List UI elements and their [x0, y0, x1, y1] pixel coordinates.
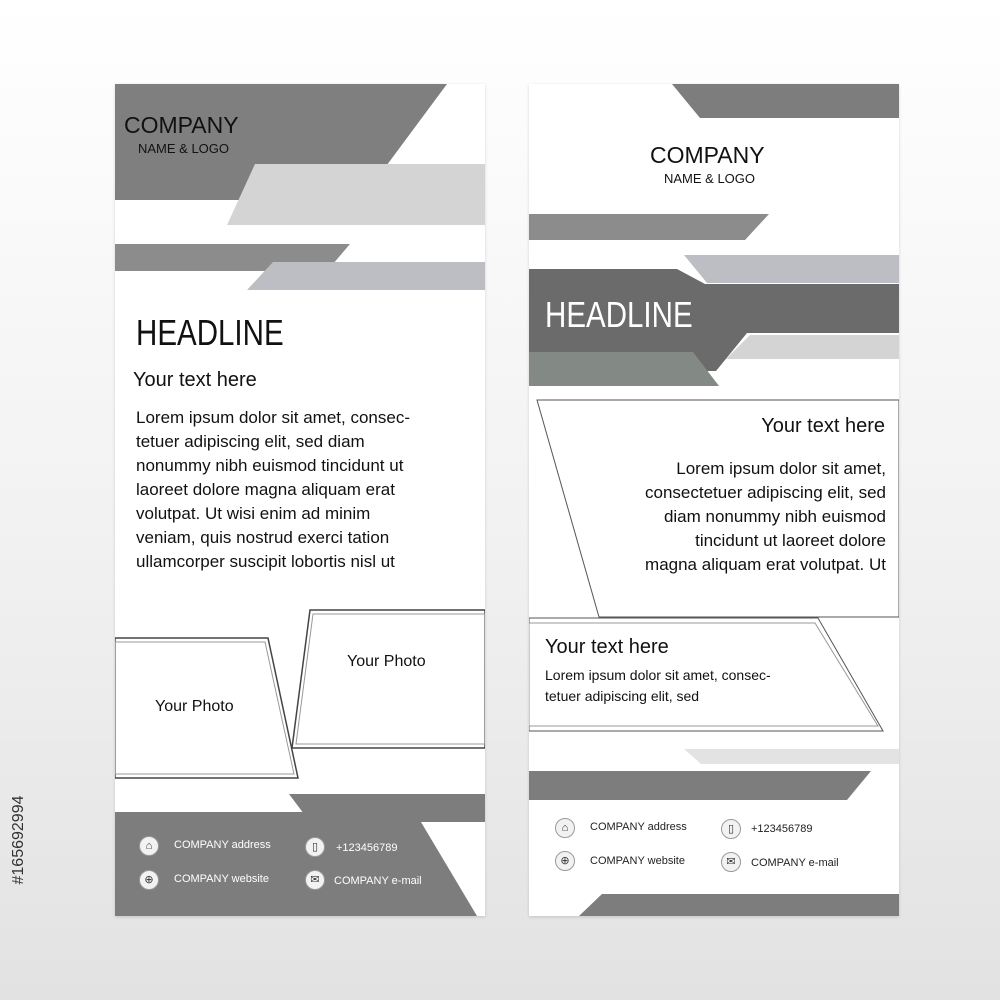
- top-right-stripe: [672, 84, 899, 118]
- pale-stripe: [684, 749, 899, 764]
- globe-icon: ⊕: [555, 851, 575, 871]
- company-phone: +123456789: [751, 823, 813, 835]
- light-stripe-top: [227, 164, 485, 225]
- photo-placeholder-2: Your Photo: [347, 653, 426, 670]
- phone-icon: ▯: [305, 837, 325, 857]
- body-line: tetuer adipiscing elit, sed diam: [136, 432, 365, 451]
- photo-frame-2: [292, 610, 485, 748]
- body-line: magna aliquam erat volutpat. Ut: [645, 555, 886, 574]
- company-title: COMPANY: [650, 142, 765, 168]
- company-website: COMPANY website: [174, 873, 269, 885]
- body-line: diam nonummy nibh euismod: [663, 507, 886, 526]
- body-line: Lorem ipsum dolor sit amet,: [676, 459, 886, 478]
- body-line: nonummy nibh euismod tincidunt ut: [136, 456, 404, 475]
- home-icon: ⌂: [139, 836, 159, 856]
- company-email: COMPANY e-mail: [751, 857, 839, 869]
- globe-icon: ⊕: [139, 870, 159, 890]
- home-icon: ⌂: [555, 818, 575, 838]
- company-address: COMPANY address: [590, 821, 687, 833]
- body-line: ullamcorper suscipit lobortis nisl ut: [136, 552, 395, 571]
- mail-icon: ✉: [305, 870, 325, 890]
- subheading-2: Your text here: [545, 636, 669, 658]
- body-line: veniam, quis nostrud exerci tation: [136, 528, 390, 547]
- mid-stripe: [529, 214, 769, 240]
- body-line: tetuer adipiscing elit, sed: [545, 688, 700, 704]
- photo-placeholder-1: Your Photo: [155, 698, 234, 715]
- subheading: Your text here: [133, 369, 257, 391]
- light-stripe: [726, 335, 899, 359]
- headline: HEADLINE: [136, 312, 284, 353]
- company-email: COMPANY e-mail: [334, 875, 422, 887]
- footer-bottom-band: [579, 894, 899, 916]
- company-website: COMPANY website: [590, 855, 685, 867]
- body-text: [136, 406, 410, 574]
- company-address: COMPANY address: [174, 839, 271, 851]
- subheading-1: Your text here: [761, 415, 885, 437]
- stock-id-label: [8, 760, 30, 920]
- lavender-stripe: [247, 262, 485, 290]
- body-line: laoreet dolore magna aliquam erat: [136, 480, 395, 499]
- company-title: COMPANY: [124, 112, 239, 138]
- company-phone: +123456789: [336, 842, 398, 854]
- headline: HEADLINE: [545, 294, 693, 335]
- stock-id-text: #165692994: [10, 795, 27, 885]
- body-line: consectetuer adipiscing elit, sed: [645, 483, 886, 502]
- body-text-1: [645, 457, 886, 577]
- right-banner: [529, 84, 899, 916]
- lavender-stripe: [684, 255, 899, 283]
- footer-band: [115, 812, 477, 916]
- body-line: Lorem ipsum dolor sit amet, consec-: [545, 667, 771, 683]
- body-line: tincidunt ut laoreet dolore: [695, 531, 886, 550]
- body-line: volutpat. Ut wisi enim ad minim: [136, 504, 371, 523]
- body-text-2: [545, 665, 771, 707]
- footer-top-band: [529, 771, 871, 800]
- name-logo-label: NAME & LOGO: [138, 141, 230, 156]
- phone-icon: ▯: [721, 819, 741, 839]
- green-gray-band: [529, 352, 719, 386]
- name-logo-label: NAME & LOGO: [664, 171, 756, 186]
- mail-icon: ✉: [721, 852, 741, 872]
- body-line: Lorem ipsum dolor sit amet, consec-: [136, 408, 410, 427]
- left-banner: [115, 84, 485, 916]
